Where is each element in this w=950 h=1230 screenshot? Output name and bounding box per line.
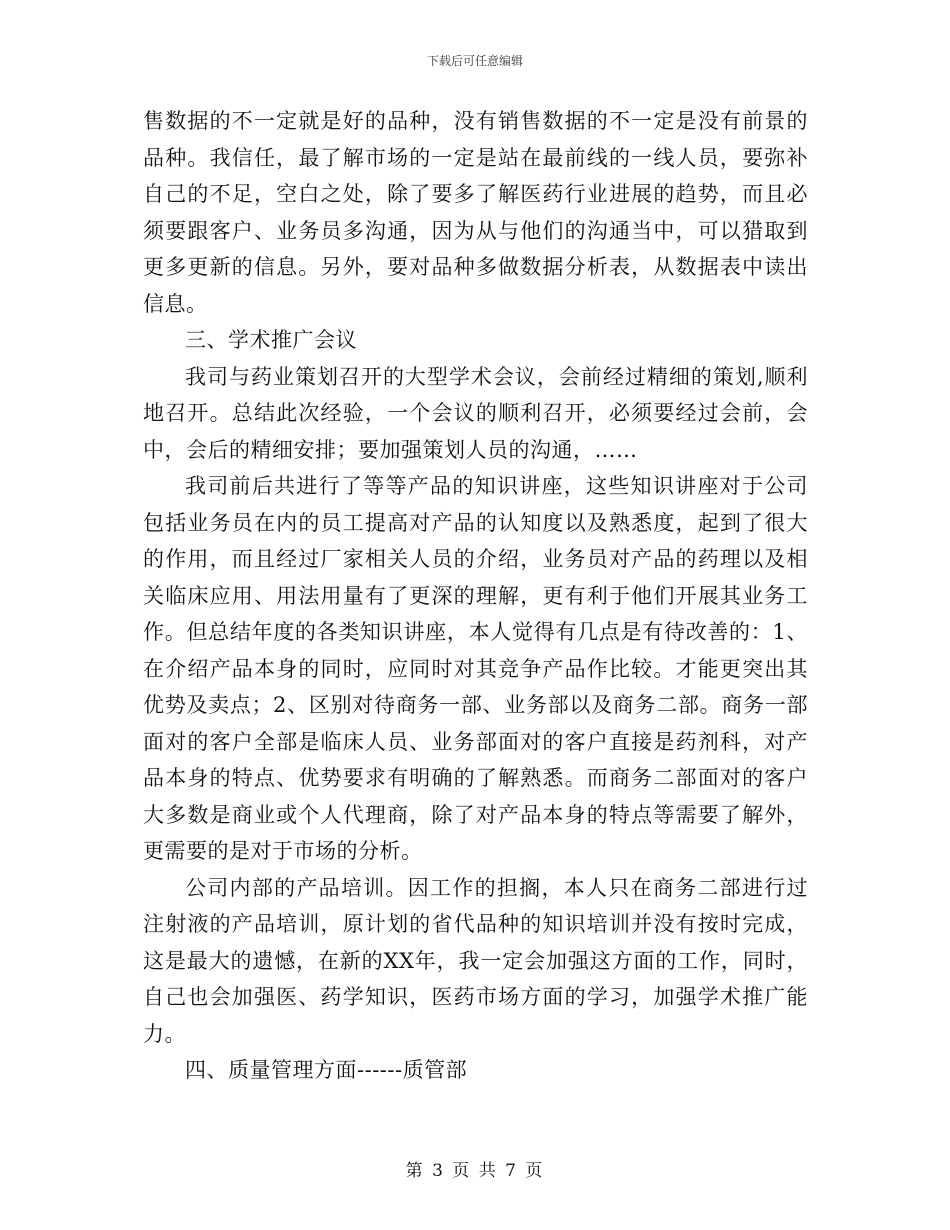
paragraph-sales-data: 售数据的不一定就是好的品种，没有销售数据的不一定是没有前景的品种。我信任，最了解市场的一定是站在最前线的一线人员，要弥补自己的不足，空白之处，除了要多了解医药行业进展的趋势，而且必须要跟客户、业务员多沟通，因为从与他们的沟通当中，可以猎取到更多更新的信息。另外，要对品种多做数据分析表，从数据表中读出信息。 <box>143 109 808 316</box>
section-heading-academic-promotion: 三、学术推广会议 <box>185 328 357 352</box>
paragraph-internal-training: 公司内部的产品培训。因工作的担搁，本人只在商务二部进行过注射液的产品培训，原计划的省代品种的知识培训并没有按时完成，这是最大的遗憾，在新的XX年，我一定会加强这方面的工作，同时，自己也会加强医、药学知识，医药市场方面的学习，加强学术推广能力。 <box>143 875 808 1046</box>
section-heading-quality-management: 四、质量管理方面------质管部 <box>185 1058 468 1082</box>
document-body <box>143 103 808 1089</box>
paragraph-knowledge-lectures: 我司前后共进行了等等产品的知识讲座，这些知识讲座对于公司包括业务员在内的员工提高对产品的认知度以及熟悉度，起到了很大的作用，而且经过厂家相关人员的介绍，业务员对产品的药理以及相关临床应用、用法用量有了更深的理解，更有利于他们开展其业务工作。但总结年度的各类知识讲座，本人觉得有几点是有待改善的：1、在介绍产品本身的同时，应同时对其竞争产品作比较。才能更突出其优势及卖点；2、区别对待商务一部、业务部以及商务二部。商务一部面对的客户全部是临床人员、业务部面对的客户直接是药剂科，对产品本身的特点、优势要求有明确的了解熟悉。而商务二部面对的客户大多数是商业或个人代理商，除了对产品本身的特点等需要了解外，更需要的是对于市场的分析。 <box>143 474 808 863</box>
paragraph-academic-conference: 我司与药业策划召开的大型学术会议，会前经过精细的策划,顺利地召开。总结此次经验，一个会议的顺利召开，必须要经过会前，会中，会后的精细安排；要加强策划人员的沟通，…… <box>143 364 808 462</box>
page-number-footer: 第 3 页 共 7 页 <box>405 1161 545 1181</box>
page-header-note: 下载后可任意编辑 <box>426 54 523 68</box>
